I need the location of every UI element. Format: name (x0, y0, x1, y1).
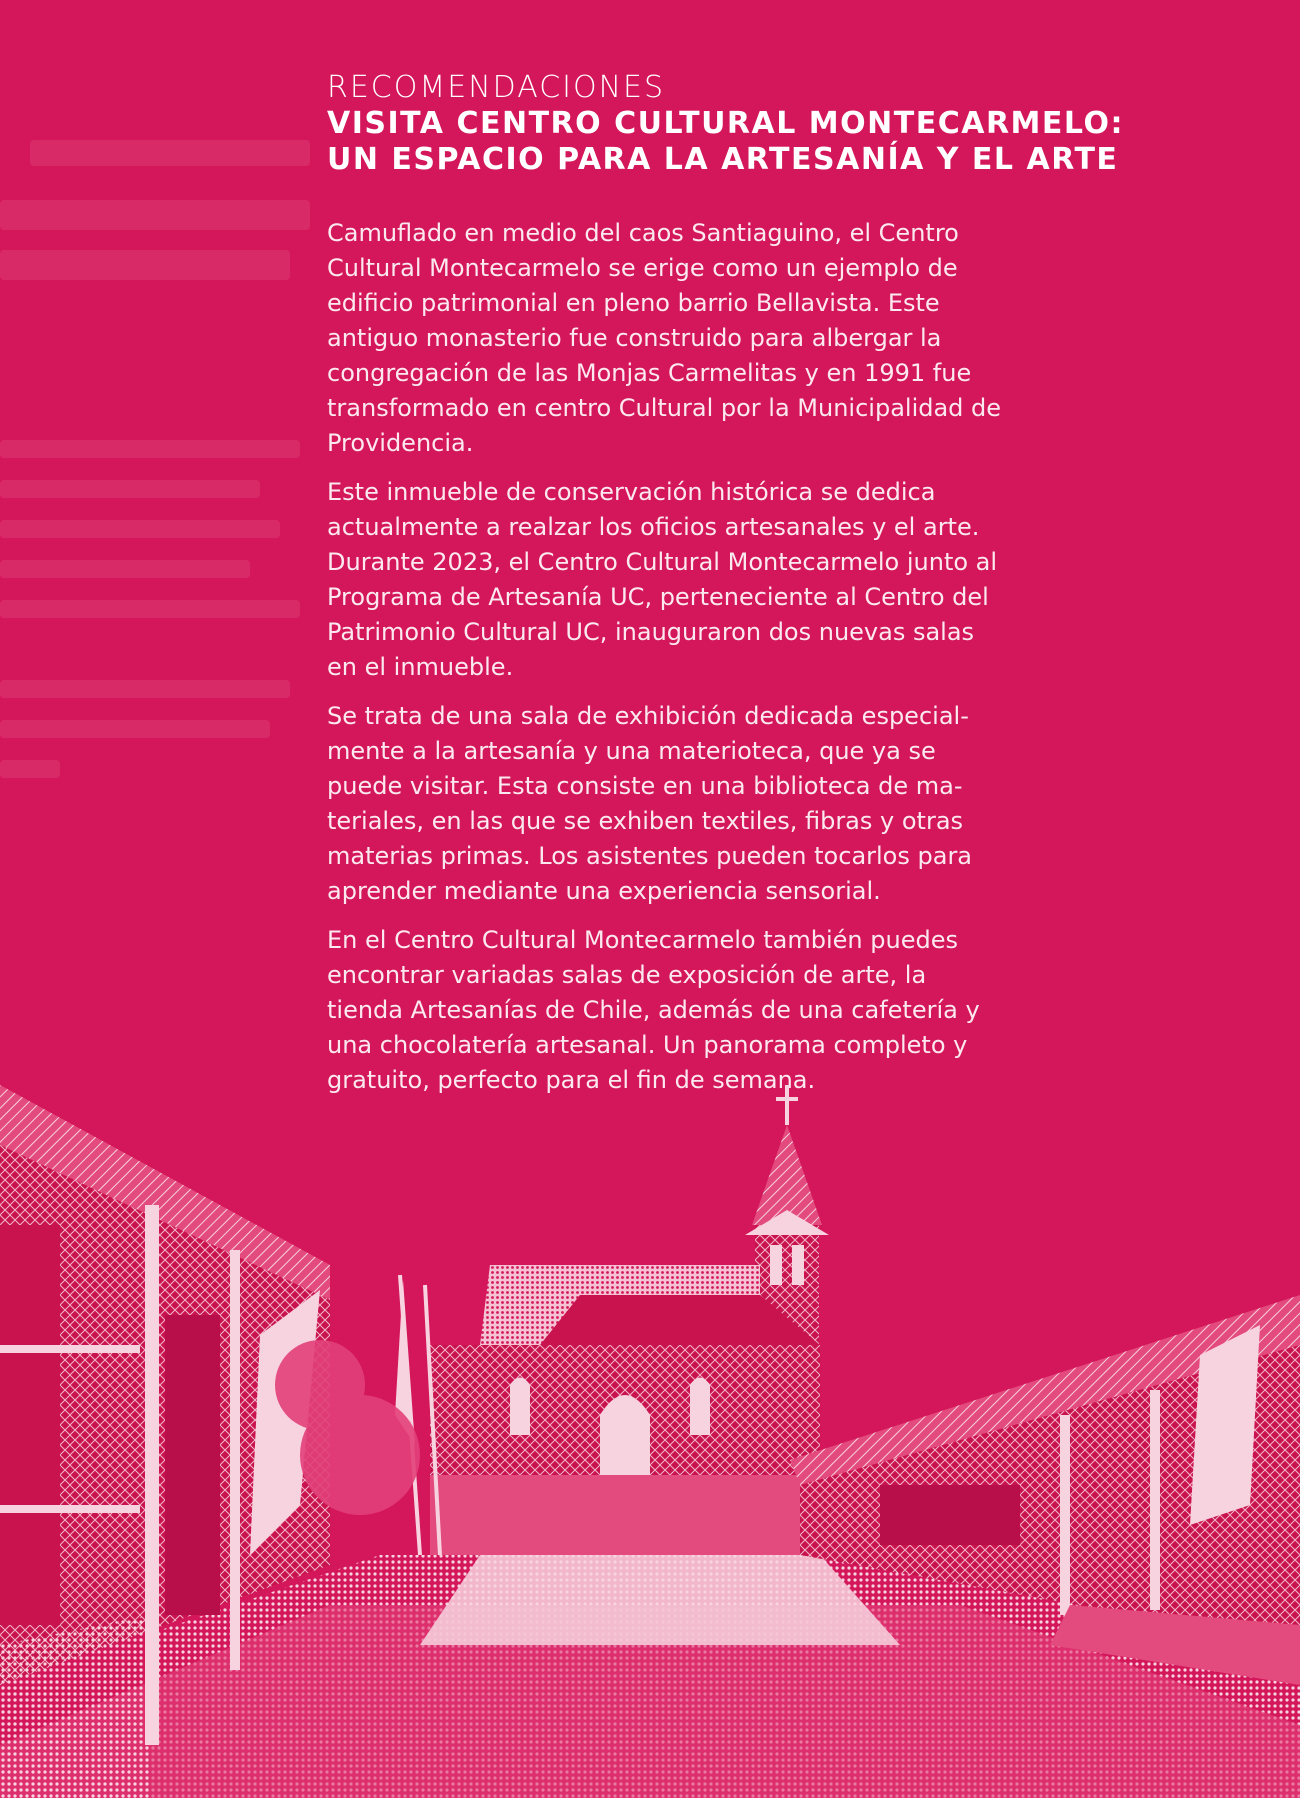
headline (327, 106, 1167, 178)
article-paragraph-3: Se trata de una sala de exhibición dedicada especial-mente a la artesanía y una materioteca, que ya se puede visitar. Esta consiste en una biblioteca de ma-teriales, en las que se exhiben textiles, fibras y otras materias primas. Los asistentes pueden tocarlos para aprender mediante una experiencia sensorial. (327, 702, 973, 905)
article-paragraph-2: Este inmueble de conservación histórica se dedica actualmente a realzar los oficios artesanales y el arte. Durante 2023, el Centro Cultural Montecarmelo junto al Programa de Artesanía UC, perteneciente al Centro del Patrimonio Cultural UC, inauguraron dos nuevas salas en el inmueble. (327, 478, 998, 681)
church-nave (430, 1265, 820, 1555)
article-column (327, 70, 1167, 1112)
courtyard-illustration (0, 1085, 1300, 1798)
headline-line-1: VISITA CENTRO CULTURAL MONTECARMELO: (327, 106, 1124, 141)
headline-line-2: UN ESPACIO PARA LA ARTESANÍA Y EL ARTE (327, 142, 1119, 177)
show-through-watermark (0, 140, 320, 900)
section-label: RECOMENDACIONES (327, 70, 666, 105)
article-paragraph-4: En el Centro Cultural Montecarmelo también puedes encontrar variadas salas de exposición de arte, la tienda Artesanías de Chile, además de una cafetería y una chocolatería artesanal. Un panorama completo y gratuito, perfecto para el fin de semana. (327, 926, 980, 1094)
article-paragraph-1: Camuflado en medio del caos Santiaguino, el Centro Cultural Montecarmelo se erige como un ejemplo de edificio patrimonial en pleno barrio Bellavista. Este antiguo monasterio fue construido para albergar la congregación de las Monjas Carmelitas y en 1991 fue transformado en centro Cultural por la Municipalidad de Providencia. (327, 219, 1002, 457)
article-body (327, 216, 1007, 1098)
